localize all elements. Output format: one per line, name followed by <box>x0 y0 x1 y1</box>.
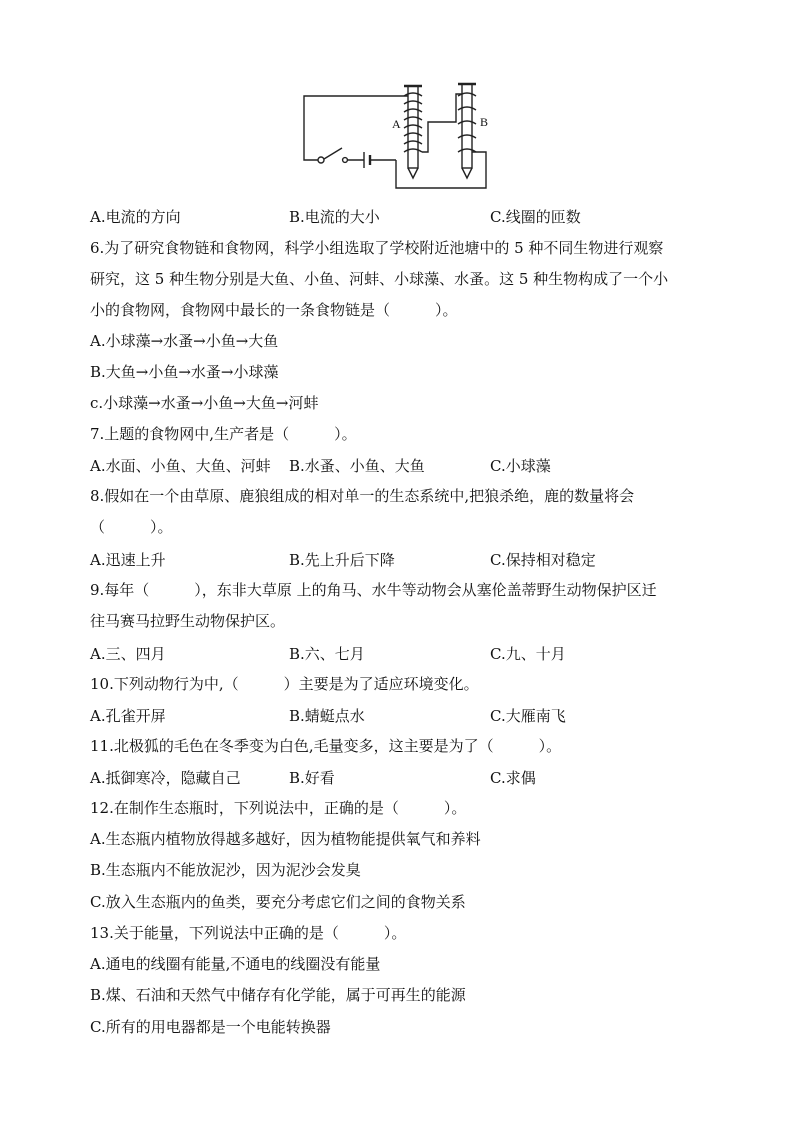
q8-stem-line-2: （ ）。 <box>90 518 173 536</box>
q12-stem: 12.在制作生态瓶时，下列说法中，正确的是（ ）。 <box>90 799 467 817</box>
q12-option-b: B.生态瓶内不能放泥沙，因为泥沙会发臭 <box>90 861 361 879</box>
q11-option-c: C.求偶 <box>490 769 536 787</box>
q7-option-a: A.水面、小鱼、大鱼、河蚌 <box>90 457 271 475</box>
q6-option-a: A.小球藻→水蚤→小鱼→大鱼 <box>90 332 279 350</box>
q6-stem-line-1: 6.为了研究食物链和食物网，科学小组选取了学校附近池塘中的 5 种不同生物进行观察 <box>90 239 664 257</box>
q13-option-b: B.煤、石油和天然气中储存有化学能，属于可再生的能源 <box>90 986 466 1004</box>
q13-option-a: A.通电的线圈有能量,不通电的线圈没有能量 <box>90 955 381 973</box>
q12-option-a: A.生态瓶内植物放得越多越好，因为植物能提供氧气和养料 <box>90 830 481 848</box>
q8-option-c: C.保持相对稳定 <box>490 551 596 569</box>
q5-option-b: B.电流的大小 <box>289 208 380 226</box>
electromagnet-a-label: A <box>392 117 401 131</box>
q5-option-a: A.电流的方向 <box>90 208 181 226</box>
q9-option-c: C.九、十月 <box>490 645 566 663</box>
electromagnet-circuit-diagram <box>296 82 490 192</box>
q7-stem: 7.上题的食物网中,生产者是（ ）。 <box>90 425 357 443</box>
q10-stem: 10.下列动物行为中,（ ）主要是为了适应环境变化。 <box>90 675 479 693</box>
q8-stem-line-1: 8.假如在一个由草原、鹿狼组成的相对单一的生态系统中,把狼杀绝，鹿的数量将会 <box>90 487 635 505</box>
q11-stem: 11.北极狐的毛色在冬季变为白色,毛量变多，这主要是为了（ ）。 <box>90 737 562 755</box>
q7-option-c: C.小球藻 <box>490 457 551 475</box>
q9-stem-line-1: 9.每年（ ），东非大草原 上的角马、水牛等动物会从塞伦盖蒂野生动物保护区迁 <box>90 581 657 599</box>
q11-option-a: A.抵御寒冷，隐藏自己 <box>90 769 241 787</box>
q11-option-b: B.好看 <box>289 769 335 787</box>
q13-option-c: C.所有的用电器都是一个电能转换器 <box>90 1018 331 1036</box>
q9-option-a: A.三、四月 <box>90 645 166 663</box>
q8-option-a: A.迅速上升 <box>90 551 166 569</box>
q7-option-b: B.水蚤、小鱼、大鱼 <box>289 457 425 475</box>
q10-option-c: C.大雁南飞 <box>490 707 566 725</box>
q9-option-b: B.六、七月 <box>289 645 365 663</box>
q6-option-b: B.大鱼→小鱼→水蚤→小球藻 <box>90 363 279 381</box>
q6-stem-line-2: 研究，这 5 种生物分别是大鱼、小鱼、河蚌、小球藻、水蚤。这 5 种生物构成了一个小 <box>90 270 669 288</box>
q6-stem-line-3: 小的食物网，食物网中最长的一条食物链是（ ）。 <box>90 301 458 319</box>
q9-stem-line-2: 往马赛马拉野生动物保护区。 <box>90 612 286 630</box>
electromagnet-b-label: B <box>480 115 489 129</box>
q10-option-a: A.孔雀开屏 <box>90 707 166 725</box>
q5-option-c: C.线圈的匝数 <box>490 208 581 226</box>
q6-option-c: c.小球藻→水蚤→小鱼→大鱼→河蚌 <box>90 394 319 412</box>
q10-option-b: B.蜻蜓点水 <box>289 707 365 725</box>
q8-option-b: B.先上升后下降 <box>289 551 395 569</box>
q13-stem: 13.关于能量，下列说法中正确的是（ ）。 <box>90 924 407 942</box>
q12-option-c: C.放入生态瓶内的鱼类，要充分考虑它们之间的食物关系 <box>90 893 466 911</box>
